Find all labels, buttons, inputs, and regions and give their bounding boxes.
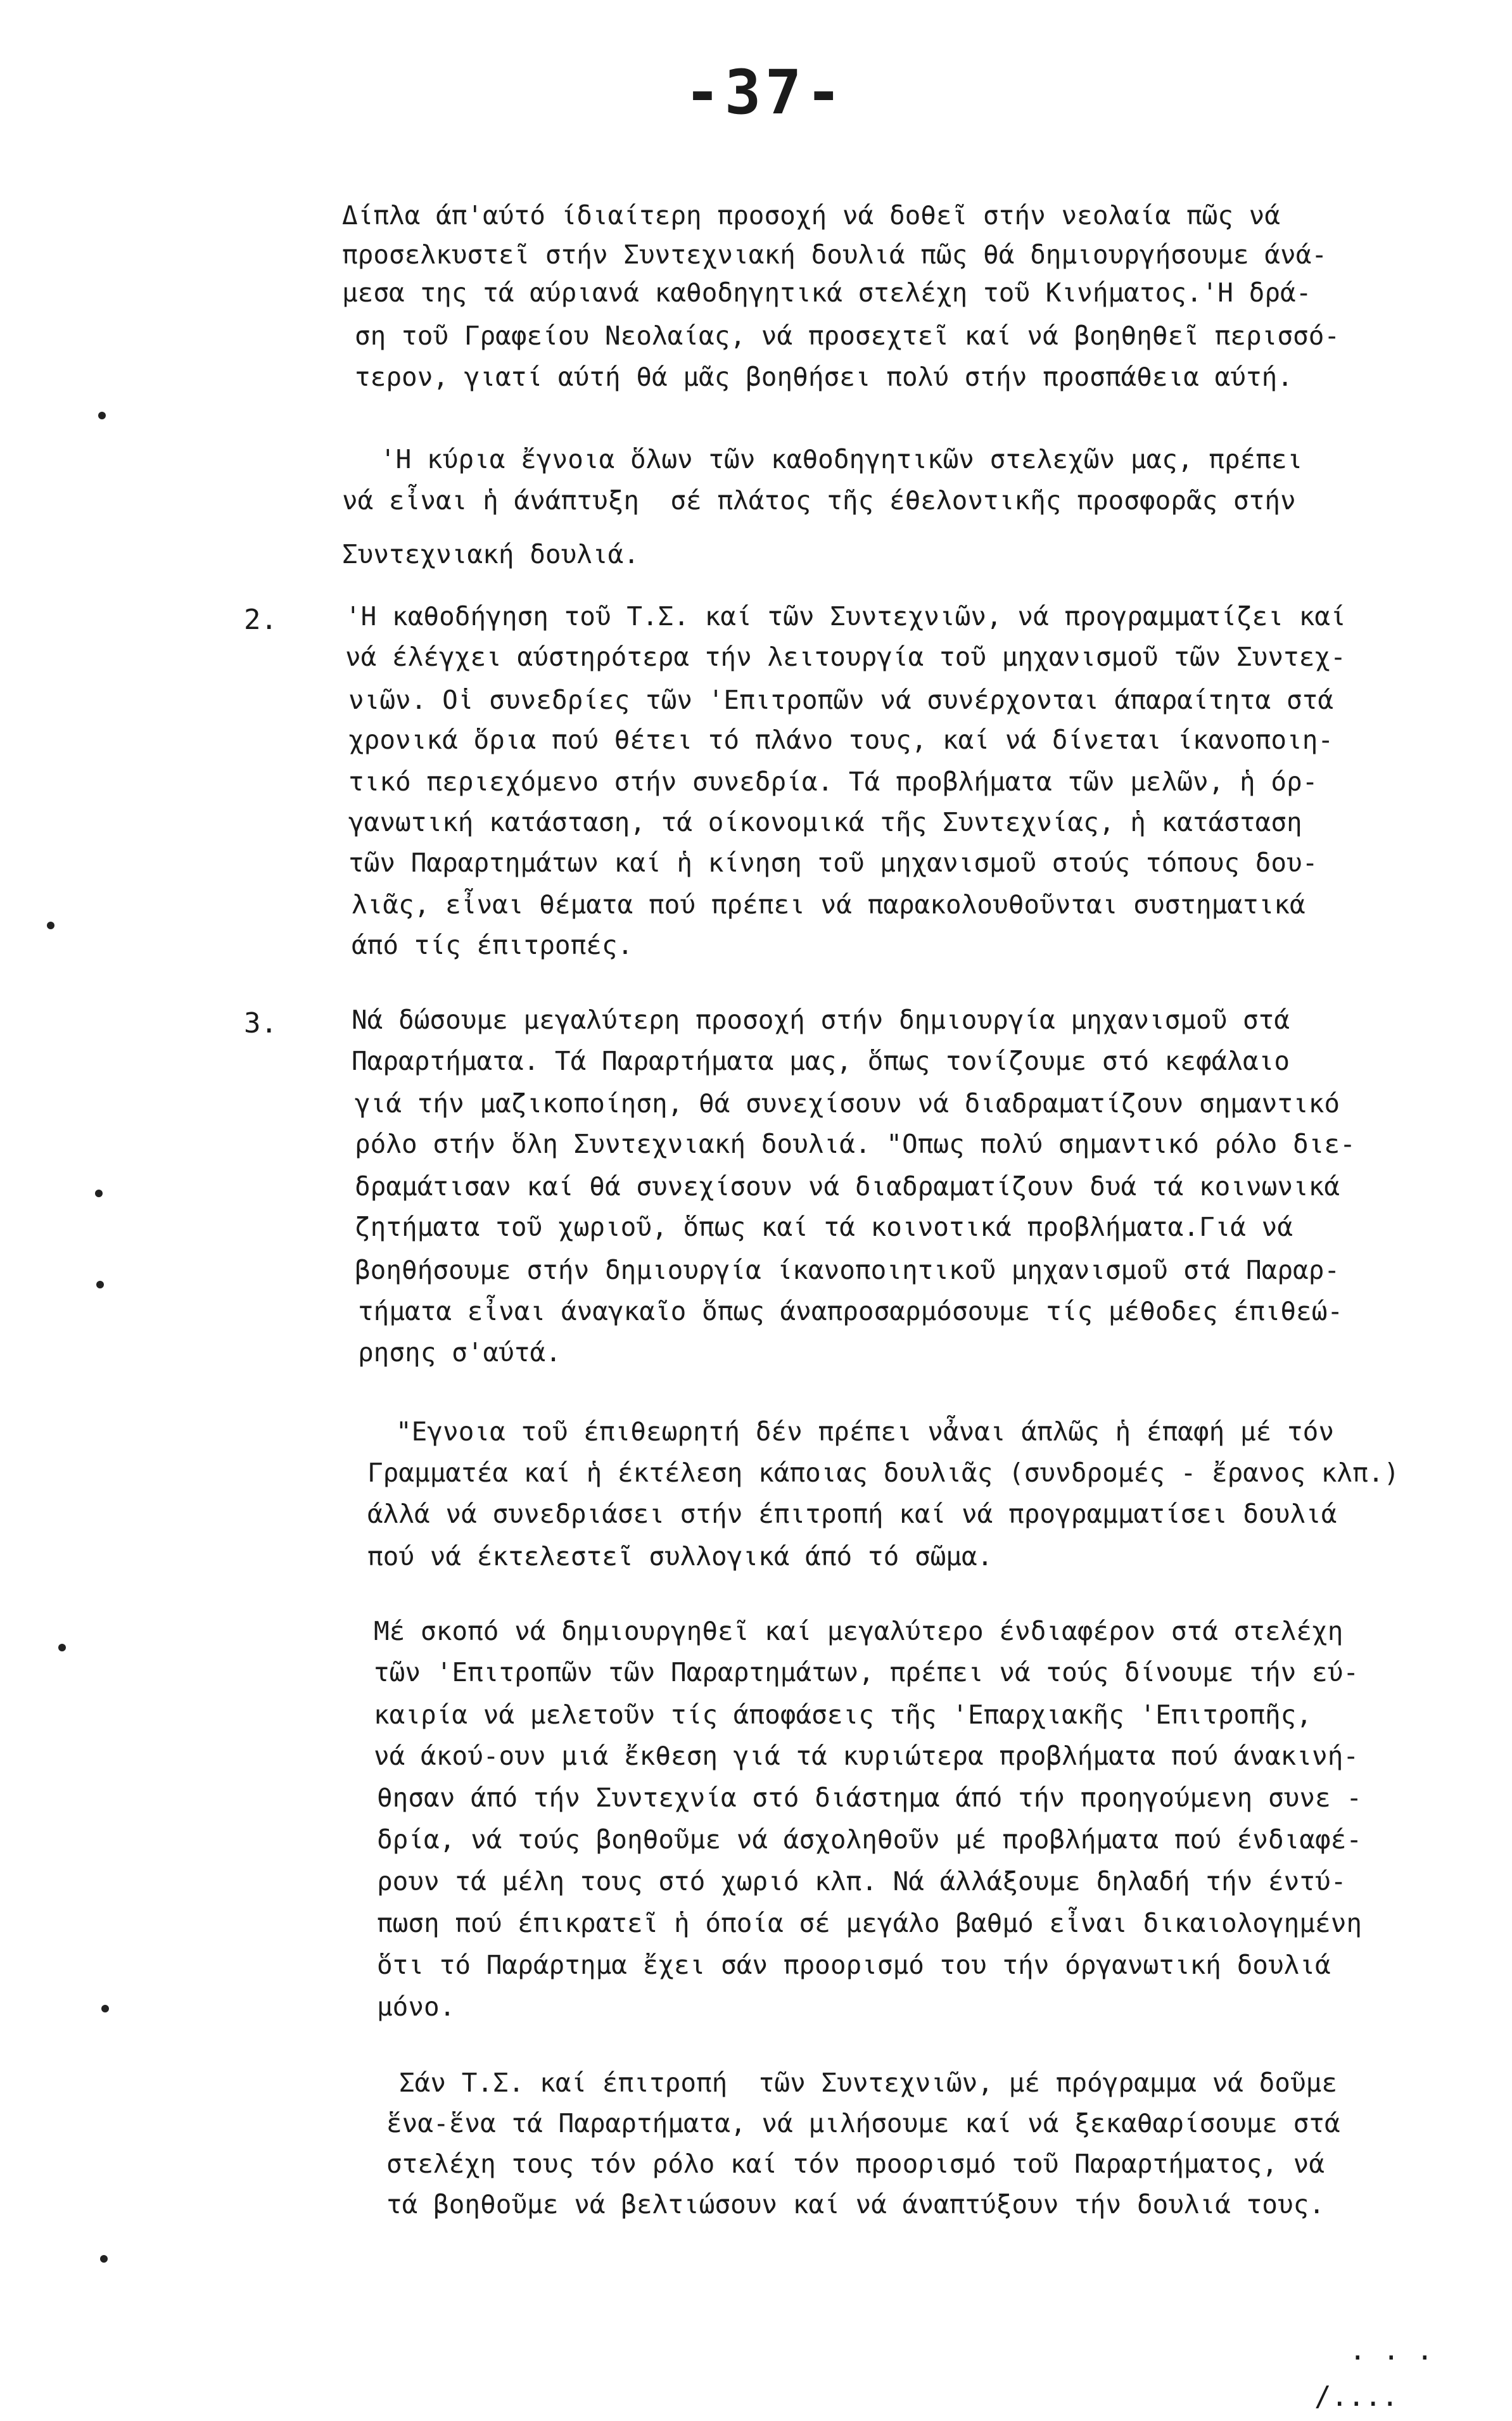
text-line: τῶν Παραρτημάτων καί ἡ κίνηση τοῦ μηχανισμοῦ στούς τόπους δου-	[348, 848, 1318, 878]
text-line: τικό περιεχόμενο στήν συνεδρία. Τά προβλήματα τῶν μελῶν, ἡ όρ-	[348, 766, 1318, 797]
text-line: Νά δώσουμε μεγαλύτερη προσοχή στήν δημιουργία μηχανισμοῦ στά	[352, 1005, 1290, 1035]
scan-speck	[101, 2005, 109, 2012]
scan-speck	[95, 1190, 103, 1197]
text-line: γανωτική κατάσταση, τά οίκονομικά τῆς Συντεχνίας, ἡ κατάσταση	[348, 807, 1302, 837]
item-number: 2.	[244, 604, 277, 636]
text-line: τήματα εἶναι άναγκαῖο ὅπως άναπροσαρμόσουμε τίς μέθοδες έπιθεώ-	[358, 1296, 1344, 1326]
text-line: Παραρτήματα. Τά Παραρτήματα μας, ὅπως τονίζουμε στό κεφάλαιο	[352, 1046, 1290, 1076]
text-line: άλλά νά συνεδριάσει στήν έπιτροπή καί νά προγραμματίσει δουλιά	[367, 1499, 1337, 1529]
text-line: 'Η καθοδήγηση τοῦ Τ.Σ. καί τῶν Συντεχνιῶν, νά προγραμματίζει καί	[345, 601, 1346, 632]
text-line: Συντεχνιακή δουλιά.	[342, 539, 639, 569]
item-number: 3.	[244, 1007, 277, 1039]
text-line: ρόλο στήν ὅλη Συντεχνιακή δουλιά. "Οπως πολύ σημαντικό ρόλο διε-	[355, 1129, 1356, 1159]
text-line: λιᾶς, εἶναι θέματα πού πρέπει νά παρακολουθοῦνται συστηματικά	[352, 889, 1306, 920]
text-line: πωση πού έπικρατεῖ ἡ όποία σέ μεγάλο βαθμό εἶναι δικαιολογημένη	[377, 1908, 1363, 1938]
text-line: ρουν τά μέλη τους στό χωριό κλπ. Νά άλλάξουμε δηλαδή τήν έντύ-	[377, 1866, 1347, 1897]
text-line: μεσα της τά αύριανά καθοδηγητικά στελέχη τοῦ Κινήματος.'Η δρά-	[342, 277, 1312, 308]
text-line: τῶν 'Επιτροπῶν τῶν Παραρτημάτων, πρέπει νά τούς δίνουμε τήν εύ-	[374, 1657, 1359, 1687]
text-line: ὅτι τό Παράρτημα ἔχει σάν προορισμό του τήν όργανωτική δουλιά	[377, 1950, 1331, 1980]
text-line: προσελκυστεῖ στήν Συντεχνιακή δουλιά πῶς θά δημιουργήσουμε άνά-	[342, 239, 1328, 270]
continuation-mark: /....	[1314, 2380, 1399, 2413]
text-line: καιρία νά μελετοῦν τίς άποφάσεις τῆς 'Επαρχιακῆς 'Επιτροπῆς,	[374, 1700, 1312, 1730]
text-line: ἕνα-ἕνα τά Παραρτήματα, νά μιλήσουμε καί νά ξεκαθαρίσουμε στά	[386, 2108, 1340, 2138]
text-line: Δίπλα άπ'αύτό ίδιαίτερη προσοχή νά δοθεῖ στήν νεολαία πῶς νά	[342, 200, 1281, 231]
text-line: πού νά έκτελεστεῖ συλλογικά άπό τό σῶμα.	[367, 1541, 993, 1572]
text-line: 'Η κύρια ἔγνοια ὅλων τῶν καθοδηγητικῶν στελεχῶν μας, πρέπει	[380, 444, 1303, 474]
footer-dots: . . .	[1349, 2334, 1433, 2367]
text-line: νά εἶναι ἡ άνάπτυξη σέ πλάτος τῆς έθελοντικῆς προσφορᾶς στήν	[342, 485, 1296, 516]
scan-speck	[58, 1644, 66, 1651]
page-number: -37-	[684, 57, 846, 128]
scan-speck	[47, 922, 54, 929]
text-line: ρησης σ'αύτά.	[358, 1337, 561, 1368]
text-line: νιῶν. Οἱ συνεδρίες τῶν 'Επιτροπῶν νά συνέρχονται άπαραίτητα στά	[348, 685, 1334, 715]
text-line: νά έλέγχει αύστηρότερα τήν λειτουργία τοῦ μηχανισμοῦ τῶν Συντεχ-	[345, 642, 1346, 672]
text-line: νά άκού-ουν μιά ἔκθεση γιά τά κυριώτερα προβλήματα πού άνακινή-	[374, 1741, 1359, 1771]
text-line: τερον, γιατί αύτή θά μᾶς βοηθήσει πολύ στήν προσπάθεια αύτή.	[355, 362, 1293, 392]
text-line: ση τοῦ Γραφείου Νεολαίας, νά προσεχτεῖ καί νά βοηθηθεῖ περισσό-	[355, 321, 1340, 351]
scan-speck	[96, 1281, 104, 1288]
scan-speck	[98, 412, 106, 419]
text-line: γιά τήν μαζικοποίηση, θά συνεχίσουν νά διαδραματίζουν σημαντικό	[355, 1088, 1340, 1119]
text-line: μόνο.	[377, 1992, 455, 2022]
scan-speck	[100, 2255, 108, 2263]
text-line: ζητήματα τοῦ χωριοῦ, ὅπως καί τά κοινοτικά προβλήματα.Γιά νά	[355, 1212, 1293, 1242]
text-line: Μέ σκοπό νά δημιουργηθεῖ καί μεγαλύτερο ένδιαφέρον στά στελέχη	[374, 1616, 1344, 1646]
text-line: δραμάτισαν καί θά συνεχίσουν νά διαδραματίζουν δυά τά κοινωνικά	[355, 1171, 1340, 1202]
text-line: Σάν Τ.Σ. καί έπιτροπή τῶν Συντεχνιῶν, μέ πρόγραμμα νά δοῦμε	[399, 2068, 1338, 2098]
text-line: βοηθήσουμε στήν δημιουργία ίκανοποιητικοῦ μηχανισμοῦ στά Παραρ-	[355, 1255, 1340, 1285]
text-line: χρονικά ὅρια πού θέτει τό πλάνο τους, καί νά δίνεται ίκανοποιη-	[348, 725, 1334, 755]
text-line: άπό τίς έπιτροπές.	[352, 930, 633, 960]
text-line: στελέχη τους τόν ρόλο καί τόν προορισμό τοῦ Παραρτήματος, νά	[386, 2149, 1325, 2179]
text-line: δρία, νά τούς βοηθοῦμε νά άσχοληθοῦν μέ προβλήματα πού ένδιαφέ-	[377, 1824, 1363, 1855]
text-line: "Εγνοια τοῦ έπιθεωρητή δέν πρέπει νἆναι άπλῶς ἡ έπαφή μέ τόν	[396, 1416, 1335, 1447]
text-line: θησαν άπό τήν Συντεχνία στό διάστημα άπό τήν προηγούμενη συνε -	[377, 1782, 1363, 1813]
text-line: Γραμματέα καί ἡ έκτέλεση κάποιας δουλιᾶς (συνδρομές - ἔρανος κλπ.)	[367, 1458, 1400, 1488]
text-line: τά βοηθοῦμε νά βελτιώσουν καί νά άναπτύξουν τήν δουλιά τους.	[386, 2189, 1325, 2220]
